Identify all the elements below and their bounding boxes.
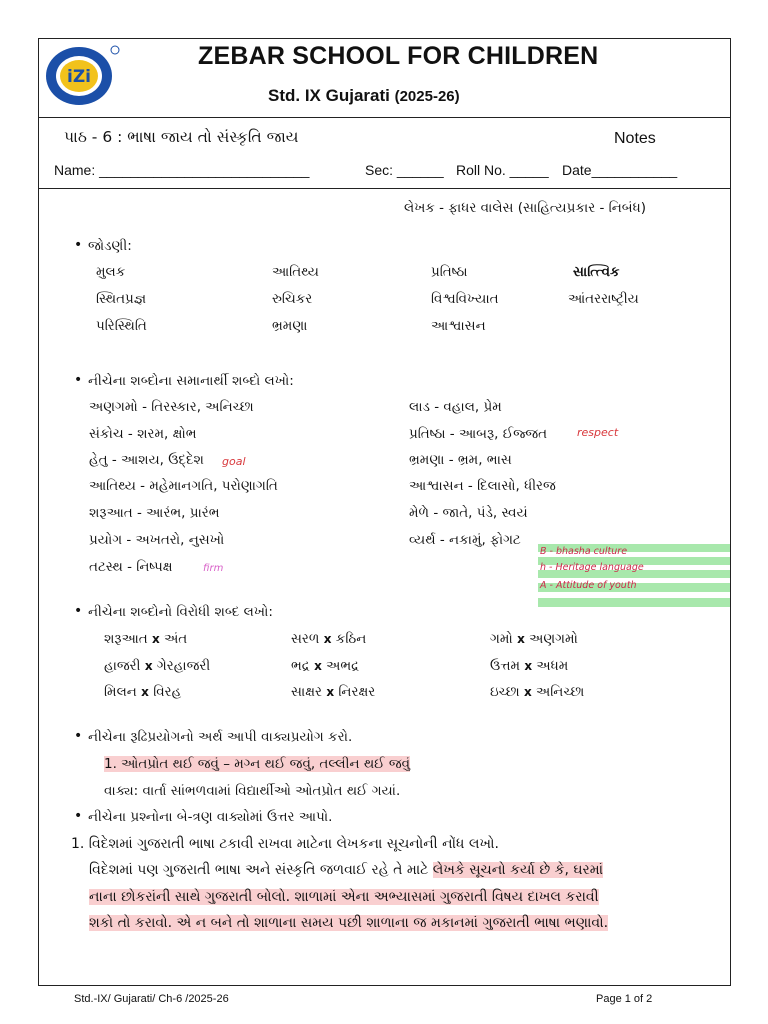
notes-label: Notes xyxy=(614,130,656,147)
synonym-pair: સંકોચ - શરમ, ક્ષોભ xyxy=(89,426,197,442)
synonym-pair: વ્યર્થ - નકામું, ફોગટ xyxy=(409,532,521,548)
spelling-word: આંતરરાષ્ટ્રીય xyxy=(568,291,639,307)
school-logo xyxy=(43,44,121,108)
date-field: Date___________ xyxy=(562,162,678,178)
spelling-word: આશ્વાસન xyxy=(431,318,486,334)
spelling-word: મુલક xyxy=(96,264,126,280)
synonym-pair: તટસ્થ - નિષ્પક્ષ xyxy=(89,559,173,575)
header-bottom-divider xyxy=(38,188,731,189)
synonym-pair: મેળે - જાતે, પંડે, સ્વયં xyxy=(409,505,528,521)
idiom-item: 1. ઓતપ્રોત થઈ જવું – મગ્ન થઈ જવું, તલ્લીન થઈ જવું xyxy=(104,756,411,772)
antonyms-heading: • નીચેના શબ્દોનો વિરોધી શબ્દ લખો: xyxy=(88,604,273,620)
antonym-pair: ઉત્તમ x અધમ xyxy=(490,658,569,674)
side-note: A - Attitude of youth xyxy=(540,580,637,591)
footer-page-number: Page 1 of 2 xyxy=(596,993,653,1005)
spelling-heading: • જોડણી: xyxy=(88,238,132,254)
synonym-pair: આતિથ્ય - મહેમાનગતિ, પરોણાગતિ xyxy=(89,478,278,494)
spelling-word: વિશ્વવિખ્યાત xyxy=(431,291,499,307)
antonym-pair: ઇચ્છા x અનિચ્છા xyxy=(490,684,585,700)
spelling-word: સ્થિતપ્રજ્ઞ xyxy=(96,291,147,307)
synonym-pair: હેતુ - આશય, ઉદ્દેશ xyxy=(89,452,204,468)
synonym-pair: પ્રતિષ્ઠા - આબરૂ, ઈજ્જત xyxy=(409,426,548,442)
synonym-pair: લાડ - વહાલ, પ્રેમ xyxy=(409,399,502,415)
answer-line: વિદેશમાં પણ ગુજરાતી ભાષા અને સંસ્કૃતિ જળવાઈ રહે તે માટે લેખકે સૂચનો કર્યા છે કે, ઘરમાં xyxy=(89,862,604,878)
spelling-word: પરિસ્થિતિ xyxy=(96,318,147,334)
synonym-pair: આશ્વાસન - દિલાસો, ધીરજ xyxy=(409,478,556,494)
name-field: Name: ___________________________ xyxy=(54,162,310,178)
chapter-title: પાઠ - 6 : ભાષા જાય તો સંસ્કૃતિ જાય xyxy=(64,128,299,146)
synonym-pair: અણગમો - તિરસ્કાર, અનિચ્છા xyxy=(89,399,254,415)
synonyms-heading: • નીચેના શબ્દોના સમાનાર્થી શબ્દો લખો: xyxy=(88,373,294,389)
academic-year: (2025-26) xyxy=(394,88,460,105)
antonym-pair: મિલન x વિરહ xyxy=(104,684,182,700)
antonym-pair: શરૂઆત x અંત xyxy=(104,631,188,647)
synonym-pair: ભ્રમણા - ભ્રમ, ભાસ xyxy=(409,452,512,468)
handwritten-note-goal: goal xyxy=(222,455,246,468)
answer-line: નાના છોકરાંની સાથે ગુજરાતી બોલો. શાળામાં એના અભ્યાસમાં ગુજરાતી વિષય દાખલ કરાવી xyxy=(89,889,599,905)
roll-field: Roll No. _____ xyxy=(456,162,549,178)
school-name: ZEBAR SCHOOL FOR CHILDREN xyxy=(198,42,599,70)
highlight-band xyxy=(538,598,730,607)
answer-line: શકો તો કરાવો. એ ન બને તો શાળાના સમય પછી શાળાના જ મકાનમાં ગુજરાતી ભાષા ભણાવો. xyxy=(89,915,609,931)
antonym-pair: હાજરી x ગેરહાજરી xyxy=(104,658,211,674)
synonym-pair: શરૂઆત - આરંભ, પ્રારંભ xyxy=(89,505,220,521)
standard-title xyxy=(268,86,460,106)
svg-text:iZi: iZi xyxy=(67,67,91,87)
side-note: h - Heritage language xyxy=(540,562,644,573)
question: 1. વિદેશમાં ગુજરાતી ભાષા ટકાવી રાખવા માટેના લેખકના સૂચનોની નોંધ લખો. xyxy=(71,836,499,852)
spelling-word: સાત્ત્વિક xyxy=(573,264,620,280)
idiom-sentence: વાક્ય: વાર્તા સાંભળવામાં વિદ્યાર્થીઓ ઓતપ્રોત થઈ ગયાં. xyxy=(104,783,401,799)
spelling-word: પ્રતિષ્ઠા xyxy=(431,264,468,280)
footer-left: Std.-IX/ Gujarati/ Ch-6 /2025-26 xyxy=(74,993,229,1005)
header-divider xyxy=(38,117,731,118)
std-label: Std. IX Gujarati xyxy=(268,86,390,105)
author-line: લેખક - ફાધર વાલેસ (સાહિત્યપ્રકાર - નિબંધ) xyxy=(404,200,646,216)
spelling-word: રુચિકર xyxy=(272,291,313,307)
synonym-pair: પ્રયોગ - અખતરો, નુસખો xyxy=(89,532,225,548)
side-note: B - bhasha culture xyxy=(540,546,628,557)
antonym-pair: ગમો x અણગમો xyxy=(490,631,578,647)
idioms-heading: • નીચેના રૂઢિપ્રયોગનો અર્થ આપી વાક્યપ્રયોગ કરો. xyxy=(88,729,352,745)
handwritten-note-firm: firm xyxy=(203,563,224,574)
spelling-word: ભ્રમણા xyxy=(272,318,308,334)
antonym-pair: સરળ x કઠિન xyxy=(291,631,367,647)
antonym-pair: ભદ્ર x અભદ્ર xyxy=(291,658,360,674)
antonym-pair: સાક્ષર x નિરક્ષર xyxy=(291,684,376,700)
section-field: Sec: ______ xyxy=(365,162,444,178)
spelling-word: આતિથ્ય xyxy=(272,264,319,280)
handwritten-note-respect: respect xyxy=(577,426,619,439)
qa-heading: • નીચેના પ્રશ્નોના બે-ત્રણ વાક્યોમાં ઉત્તર આપો. xyxy=(88,809,332,825)
